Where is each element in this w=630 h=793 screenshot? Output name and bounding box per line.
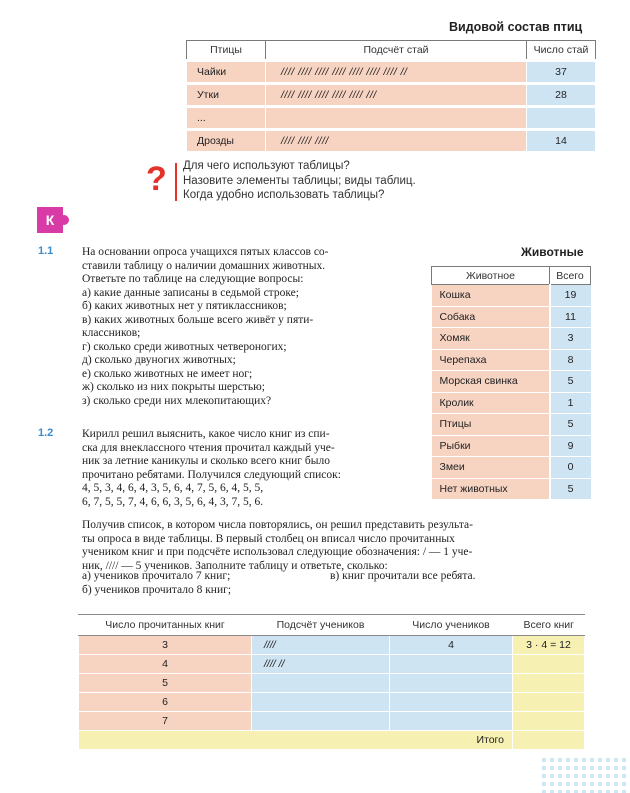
text-line: ты опроса в виде таблицы. В первый столбец он вписал число прочитанных (82, 532, 455, 545)
text-line: ник за летние каникулы и сколько всего книг было (82, 455, 330, 467)
question-line: Назовите элементы таблицы; виды таблиц. (183, 174, 416, 187)
problem-number: 1.2 (38, 427, 54, 439)
animal-name: Морская свинка (432, 371, 550, 393)
books-header-count: Число прочитанных книг (79, 615, 252, 636)
animal-name: Кошка (432, 285, 550, 307)
animal-total: 5 (550, 414, 591, 436)
text-line: ставили таблицу о наличии домашних животных. (82, 259, 326, 272)
bird-name: Утки (187, 84, 266, 107)
animal-total: 5 (550, 371, 591, 393)
decorative-dots (540, 756, 630, 793)
k-puzzle-badge-icon: К (37, 207, 63, 233)
table-row (187, 107, 596, 130)
animal-name: Нет животных (432, 478, 550, 500)
subquestion-v: в) книг прочитали все ребята. (330, 570, 476, 582)
bird-tally: //// //// //// (266, 130, 527, 152)
animals-table-title: Животные (521, 245, 584, 259)
birds-table-title: Видовой состав птиц (449, 20, 583, 34)
table-row (187, 84, 596, 107)
animal-name: Кролик (432, 392, 550, 414)
table-row (432, 435, 591, 457)
number-list-line: 4, 5, 3, 4, 6, 4, 3, 5, 6, 4, 7, 5, 6, 4, 5, 5, (82, 482, 264, 494)
bird-tally: //// //// //// //// //// /// (266, 84, 527, 107)
animal-total: 19 (550, 285, 591, 307)
bird-name: Чайки (187, 61, 266, 84)
books-total (513, 712, 585, 731)
text-line: ж) сколько из них покрыты шерстью; (82, 381, 265, 393)
table-row (432, 392, 591, 414)
question-bar (175, 163, 177, 201)
text-line: Кирилл решил выяснить, какое число книг из спи- (82, 428, 330, 440)
bird-count (527, 107, 596, 130)
text-line: учеником книг и при подсчёте использовал следующие обозначения: / — 1 уче- (82, 546, 473, 558)
text-line: б) каких животных нет у пятиклассников; (82, 300, 287, 312)
text-line: На основании опроса учащихся пятых классов со- (82, 246, 329, 258)
animal-total: 0 (550, 457, 591, 479)
animal-total: 3 (550, 328, 591, 350)
table-row (187, 130, 596, 152)
students-tally (252, 712, 390, 731)
table-row (432, 349, 591, 371)
table-row (432, 328, 591, 350)
animal-total: 9 (550, 435, 591, 457)
students-count (390, 655, 513, 674)
books-count: 6 (79, 693, 252, 712)
animal-name: Змеи (432, 457, 550, 479)
table-row (432, 285, 591, 307)
books-header-students: Число учеников (390, 615, 513, 636)
table-row (79, 693, 585, 712)
problem-text (82, 428, 412, 509)
books-table (78, 614, 585, 750)
birds-table-header (187, 41, 596, 61)
students-count (390, 712, 513, 731)
question-line: Для чего используют таблицы? (183, 160, 350, 172)
problem-subquestions (82, 570, 594, 597)
table-row (432, 371, 591, 393)
text-line: г) сколько среди животных четвероногих; (82, 340, 287, 353)
animal-name: Птицы (432, 414, 550, 436)
animals-header-total: Всего (550, 267, 591, 285)
books-total (513, 655, 585, 674)
books-count: 3 (79, 636, 252, 655)
text-line: Получив список, в котором числа повторялись, он решил представить результа- (82, 519, 473, 531)
animals-table (431, 266, 591, 500)
animals-table-header (432, 267, 591, 285)
students-count (390, 693, 513, 712)
table-row (79, 674, 585, 693)
bird-name: ... (187, 107, 266, 130)
text-line: Ответьте по таблице на следующие вопросы: (82, 273, 304, 285)
students-tally: //// // (252, 655, 390, 674)
problem-number: 1.1 (38, 245, 54, 257)
text-line: д) сколько двуногих животных; (82, 354, 236, 366)
animal-name: Черепаха (432, 349, 550, 371)
problem-text (82, 246, 412, 408)
review-questions (183, 159, 416, 203)
table-row (79, 655, 585, 674)
books-count: 7 (79, 712, 252, 731)
students-tally (252, 674, 390, 693)
table-footer-row (79, 731, 585, 750)
bird-tally (266, 107, 527, 130)
animal-total: 11 (550, 306, 591, 328)
text-line: е) сколько животных не имеет ног; (82, 367, 253, 380)
subquestion-a: а) учеников прочитало 7 книг; (82, 570, 231, 582)
table-row (187, 61, 596, 84)
text-line: з) сколько среди них млекопитающих? (82, 394, 272, 407)
animal-name: Рыбки (432, 435, 550, 457)
table-row (432, 414, 591, 436)
problem-text-continued (82, 519, 594, 573)
table-row (79, 636, 585, 655)
table-row (79, 712, 585, 731)
text-line: ник, //// — 5 учеников. Заполните таблицу и ответьте, сколько: (82, 559, 388, 572)
grand-total (513, 731, 585, 750)
birds-header-count: Число стай (527, 41, 596, 61)
books-count: 4 (79, 655, 252, 674)
students-count: 4 (390, 636, 513, 655)
students-tally (252, 693, 390, 712)
books-count: 5 (79, 674, 252, 693)
animal-name: Хомяк (432, 328, 550, 350)
text-line: классников; (82, 327, 141, 339)
text-line: прочитано ребятами. Получился следующий список: (82, 468, 341, 481)
text-line: в) каких животных больше всего живёт у пяти- (82, 313, 314, 326)
subquestion-b: б) учеников прочитало 8 книг; (82, 583, 232, 596)
books-table-header (79, 615, 585, 636)
bird-name: Дрозды (187, 130, 266, 152)
question-mark-icon: ? (146, 160, 167, 198)
table-row (432, 478, 591, 500)
students-count (390, 674, 513, 693)
birds-header-bird: Птицы (187, 41, 266, 61)
books-total (513, 674, 585, 693)
table-row (432, 457, 591, 479)
books-header-tally: Подсчёт учеников (252, 615, 390, 636)
animal-total: 1 (550, 392, 591, 414)
students-tally: //// (252, 636, 390, 655)
books-total: 3 · 4 = 12 (513, 636, 585, 655)
bird-count: 37 (527, 61, 596, 84)
birds-header-tally: Подсчёт стай (266, 41, 527, 61)
total-label: Итого (79, 731, 513, 750)
question-line: Когда удобно использовать таблицы? (183, 189, 385, 201)
text-line: ска для внеклассного чтения прочитал каждый уче- (82, 441, 335, 454)
animal-total: 5 (550, 478, 591, 500)
bird-count: 28 (527, 84, 596, 107)
animal-name: Собака (432, 306, 550, 328)
bird-count: 14 (527, 130, 596, 152)
table-row (432, 306, 591, 328)
number-list-line: 6, 7, 5, 5, 7, 4, 6, 6, 3, 5, 6, 4, 3, 7, 5, 6. (82, 495, 264, 508)
books-total (513, 693, 585, 712)
birds-table (186, 40, 596, 152)
animal-total: 8 (550, 349, 591, 371)
books-header-total: Всего книг (513, 615, 585, 636)
text-line: а) какие данные записаны в седьмой строке; (82, 286, 299, 299)
animals-header-name: Животное (432, 267, 550, 285)
bird-tally: //// //// //// //// //// //// //// // (266, 61, 527, 84)
